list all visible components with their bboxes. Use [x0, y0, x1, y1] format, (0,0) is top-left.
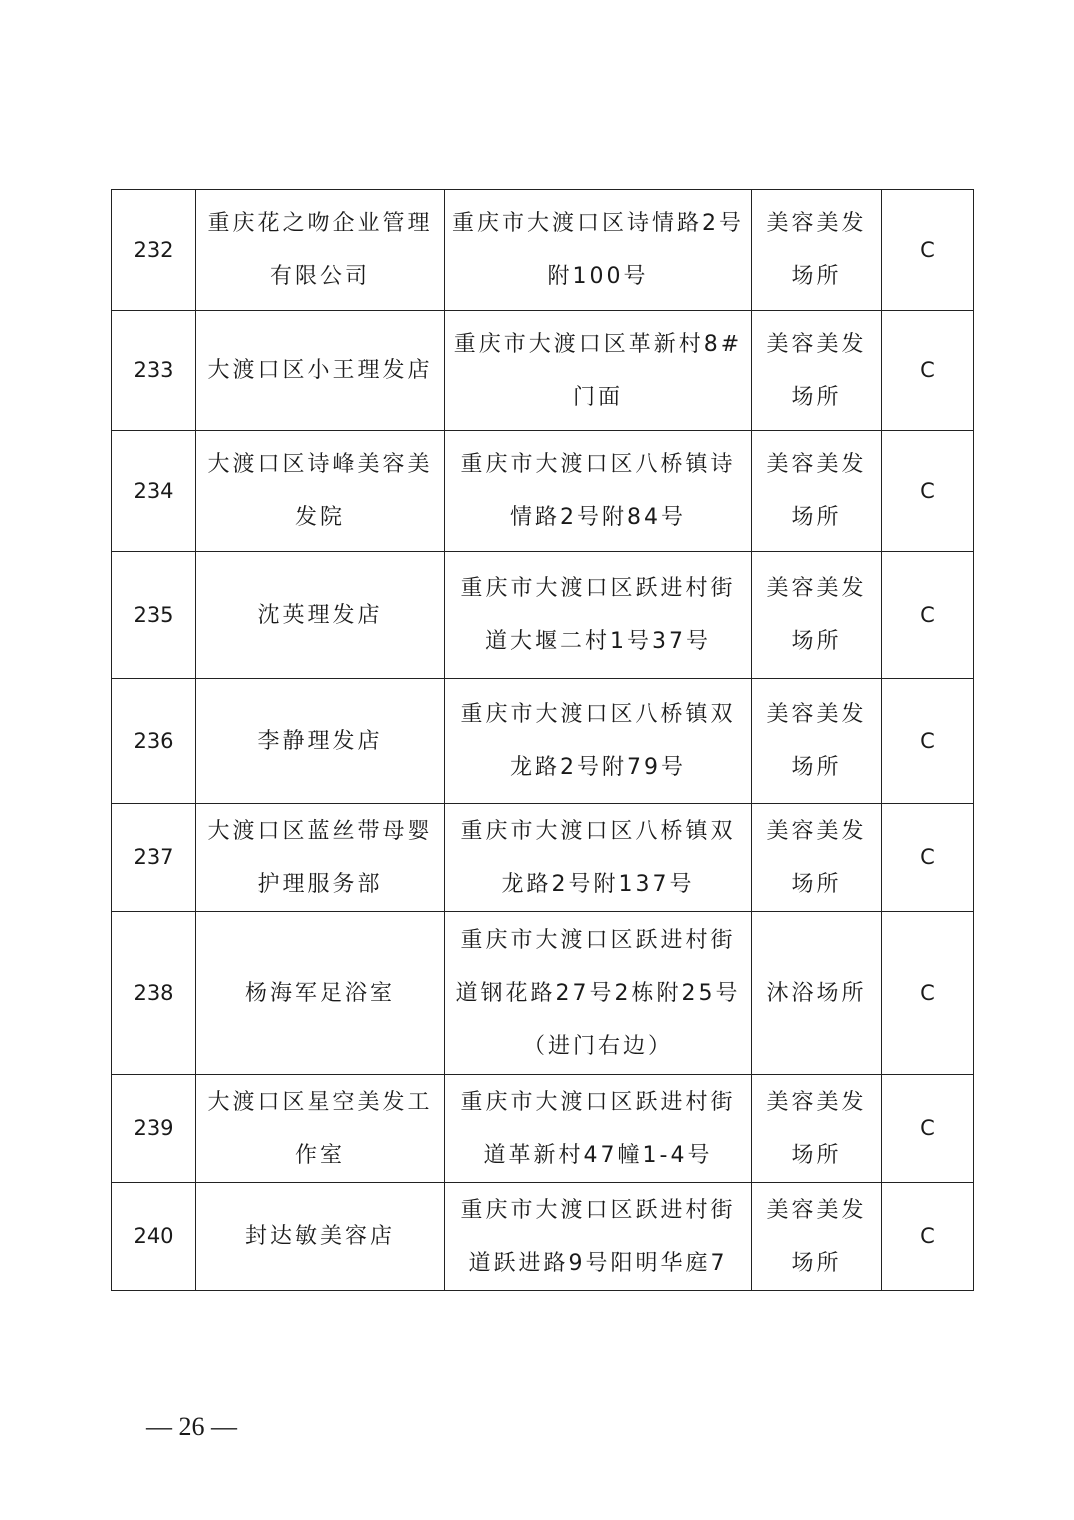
row-number: 234 — [112, 431, 196, 552]
grade: C — [882, 912, 974, 1075]
grade: C — [882, 804, 974, 912]
grade: C — [882, 311, 974, 431]
table-row — [112, 431, 974, 552]
row-number: 232 — [112, 190, 196, 311]
business-address: 重庆市大渡口区八桥镇双龙路2号附79号 — [445, 679, 752, 804]
grade: C — [882, 431, 974, 552]
business-name: 大渡口区星空美发工作室 — [196, 1075, 445, 1183]
table-row — [112, 912, 974, 1075]
business-type: 美容美发场所 — [752, 1075, 882, 1183]
business-address: 重庆市大渡口区跃进村街道大堰二村1号37号 — [445, 552, 752, 679]
grade: C — [882, 190, 974, 311]
row-number: 238 — [112, 912, 196, 1075]
business-type: 美容美发场所 — [752, 679, 882, 804]
table-row — [112, 552, 974, 679]
row-number: 233 — [112, 311, 196, 431]
business-name: 沈英理发店 — [196, 552, 445, 679]
business-name: 重庆花之吻企业管理有限公司 — [196, 190, 445, 311]
business-address: 重庆市大渡口区革新村8#门面 — [445, 311, 752, 431]
business-name: 大渡口区小王理发店 — [196, 311, 445, 431]
records-table — [111, 189, 974, 1291]
business-name: 大渡口区诗峰美容美发院 — [196, 431, 445, 552]
business-name: 李静理发店 — [196, 679, 445, 804]
business-type: 美容美发场所 — [752, 311, 882, 431]
business-type: 美容美发场所 — [752, 190, 882, 311]
table-row — [112, 804, 974, 912]
grade: C — [882, 1183, 974, 1291]
grade: C — [882, 679, 974, 804]
row-number: 240 — [112, 1183, 196, 1291]
business-name: 大渡口区蓝丝带母婴护理服务部 — [196, 804, 445, 912]
business-type: 美容美发场所 — [752, 1183, 882, 1291]
row-number: 236 — [112, 679, 196, 804]
business-name: 杨海军足浴室 — [196, 912, 445, 1075]
business-name: 封达敏美容店 — [196, 1183, 445, 1291]
business-type: 沐浴场所 — [752, 912, 882, 1075]
grade: C — [882, 552, 974, 679]
table-row — [112, 1075, 974, 1183]
business-address: 重庆市大渡口区八桥镇诗情路2号附84号 — [445, 431, 752, 552]
table-row — [112, 1183, 974, 1291]
row-number: 237 — [112, 804, 196, 912]
business-type: 美容美发场所 — [752, 804, 882, 912]
row-number: 235 — [112, 552, 196, 679]
table-row — [112, 190, 974, 311]
business-type: 美容美发场所 — [752, 431, 882, 552]
grade: C — [882, 1075, 974, 1183]
business-address: 重庆市大渡口区诗情路2号附100号 — [445, 190, 752, 311]
table-row — [112, 311, 974, 431]
business-address: 重庆市大渡口区跃进村街道革新村47幢1-4号 — [445, 1075, 752, 1183]
row-number: 239 — [112, 1075, 196, 1183]
page-number: — 26 — — [146, 1412, 237, 1441]
business-address: 重庆市大渡口区八桥镇双龙路2号附137号 — [445, 804, 752, 912]
business-address: 重庆市大渡口区跃进村街道钢花路27号2栋附25号（进门右边） — [445, 912, 752, 1075]
business-type: 美容美发场所 — [752, 552, 882, 679]
business-address: 重庆市大渡口区跃进村街道跃进路9号阳明华庭7 — [445, 1183, 752, 1291]
table-row — [112, 679, 974, 804]
